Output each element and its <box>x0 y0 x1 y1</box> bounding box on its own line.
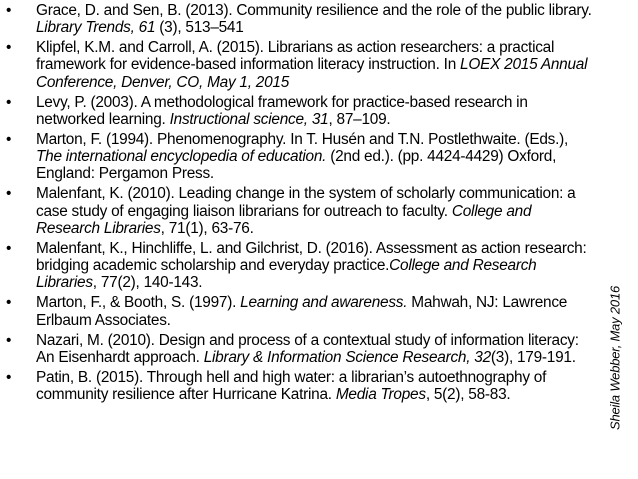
reference-list <box>6 2 594 406</box>
reference-item <box>6 294 594 329</box>
reference-italic-text: College and Research Libraries <box>36 257 537 292</box>
reference-italic-text: LOEX 2015 Annual Conference, Denver, CO, May 1, 2015 <box>36 56 588 91</box>
reference-text: , 71(1), 63-76. <box>160 219 254 237</box>
reference-text: Nazari, M. (2010). Design and process of a contextual study of information literacy: An Eisenhardt approach. <box>36 331 579 366</box>
author-date-label <box>605 268 625 448</box>
reference-item <box>6 2 594 37</box>
reference-text: Levy, P. (2003). A methodological framework for practice-based research in networked learning. <box>36 93 528 128</box>
bullet-icon: • <box>6 368 12 386</box>
reference-text: Marton, F. (1994). Phenomenography. In T. Husén and T.N. Postlethwaite. (Eds.), <box>36 130 569 148</box>
reference-item <box>6 369 594 404</box>
reference-text: , 77(2), 140-143. <box>92 274 203 292</box>
reference-italic-text: The international encyclopedia of education. <box>36 148 327 166</box>
bullet-icon: • <box>6 331 12 349</box>
reference-italic-text: Media Tropes <box>335 385 426 403</box>
reference-text: (3), 513–541 <box>155 19 244 37</box>
reference-text: Marton, F., & Booth, S. (1997). <box>36 294 241 312</box>
author-date-text: Sheila Webber, May 2016 <box>607 285 623 431</box>
reference-text: (3), 179-191. <box>490 348 576 366</box>
bullet-icon: • <box>6 39 12 57</box>
bullet-icon: • <box>6 294 12 312</box>
reference-item <box>6 240 594 292</box>
reference-text: Patin, B. (2015). Through hell and high water: a librarian’s autoethnography of community resilience after Hurricane Katrina. <box>36 368 547 403</box>
reference-text: Malenfant, K. (2010). Leading change in the system of scholarly communication: a case study of engaging liaison librarians for outreach to faculty. <box>36 185 576 220</box>
reference-item <box>6 332 594 367</box>
reference-text: , 5(2), 58-83. <box>425 385 511 403</box>
reference-italic-text: College and Research Libraries <box>36 202 532 237</box>
reference-text: Malenfant, K., Hinchliffe, L. and Gilchrist, D. (2016). Assessment as action research: bridging academic scholarship and everyday practice. <box>36 239 587 275</box>
reference-text: (2nd ed.). (pp. 4424-4429) Oxford, England: Pergamon Press. <box>36 148 557 183</box>
reference-item <box>6 131 594 183</box>
reference-text: Klipfel, K.M. and Carroll, A. (2015). Librarians as action researchers: a practical framework for evidence-based information literacy instruction. In <box>36 39 555 74</box>
reference-italic-text: Learning and awareness. <box>240 294 408 312</box>
reference-italic-text: Instructional science, 31 <box>169 110 329 128</box>
reference-italic-text: Library & Information Science Research, 32 <box>203 348 491 366</box>
reference-italic-text: Library Trends, 61 <box>36 19 156 37</box>
bullet-icon: • <box>6 2 12 19</box>
reference-item <box>6 39 594 91</box>
reference-text: , 87–109. <box>328 110 391 128</box>
reference-text: Grace, D. and Sen, B. (2013). Community resilience and the role of the public library. <box>36 2 592 19</box>
bullet-icon: • <box>6 239 12 257</box>
reference-text: Mahwah, NJ: Lawrence Erlbaum Associates. <box>36 294 568 329</box>
bullet-icon: • <box>6 130 12 148</box>
bullet-icon: • <box>6 93 12 111</box>
bullet-icon: • <box>6 185 12 203</box>
reference-item <box>6 94 594 129</box>
reference-item <box>6 185 594 237</box>
